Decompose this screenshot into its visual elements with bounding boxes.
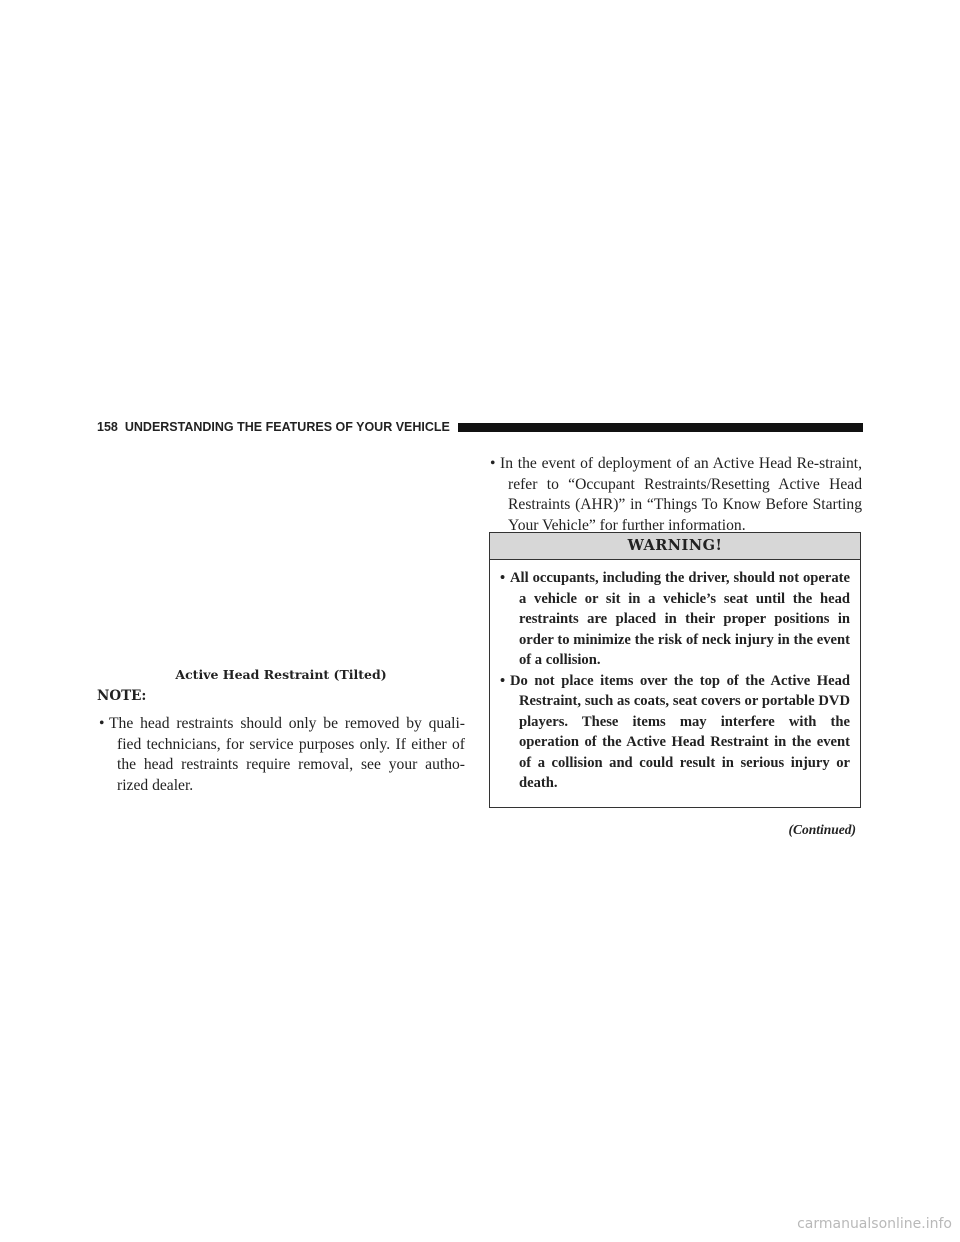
bullet-icon: • xyxy=(500,672,506,689)
right-bullet-text: In the event of deployment of an Active Head Re-straint, refer to “Occupant Restraints/Resetting Active Head Restraints (AHR)” in “Things To Know Before Starting Your Vehicle” for further information. xyxy=(500,455,862,534)
header-rule xyxy=(458,423,863,432)
warning-item-text: Do not place items over the top of the Active Head Restraint, such as coats, seat covers or portable DVD players. These items may interfere with the operation of the Active Head Restraint in the event of a collision and could result in serious injury or death. xyxy=(510,672,850,791)
warning-box xyxy=(489,532,861,808)
warning-title: WARNING! xyxy=(490,533,860,560)
page-number: 158 xyxy=(97,420,118,434)
figure-image-area xyxy=(97,440,465,665)
bullet-icon: • xyxy=(99,715,105,732)
warning-body xyxy=(490,560,860,794)
watermark: carmanualsonline.info xyxy=(797,1216,952,1232)
warning-item-text: All occupants, including the driver, should not operate a vehicle or sit in a vehicle’s seat until the head restraints are placed in their proper positions in order to minimize the risk of neck injury in the event of a collision. xyxy=(510,570,850,668)
warning-item xyxy=(500,671,850,794)
page-header xyxy=(97,419,863,435)
right-bullet-item xyxy=(490,454,862,536)
note-bullet-item xyxy=(99,714,465,796)
warning-item xyxy=(500,568,850,671)
figure-caption: Active Head Restraint (Tilted) xyxy=(175,667,387,682)
chapter-title: UNDERSTANDING THE FEATURES OF YOUR VEHICLE xyxy=(124,420,450,434)
bullet-icon: • xyxy=(490,455,496,472)
note-heading: NOTE: xyxy=(97,688,147,704)
bullet-icon: • xyxy=(500,570,506,586)
continued-label: (Continued) xyxy=(788,822,856,837)
note-bullet-text: The head restraints should only be removed by quali-fied technicians, for service purposes only. If either of the head restraints require removal, see your autho-rized dealer. xyxy=(109,715,465,794)
